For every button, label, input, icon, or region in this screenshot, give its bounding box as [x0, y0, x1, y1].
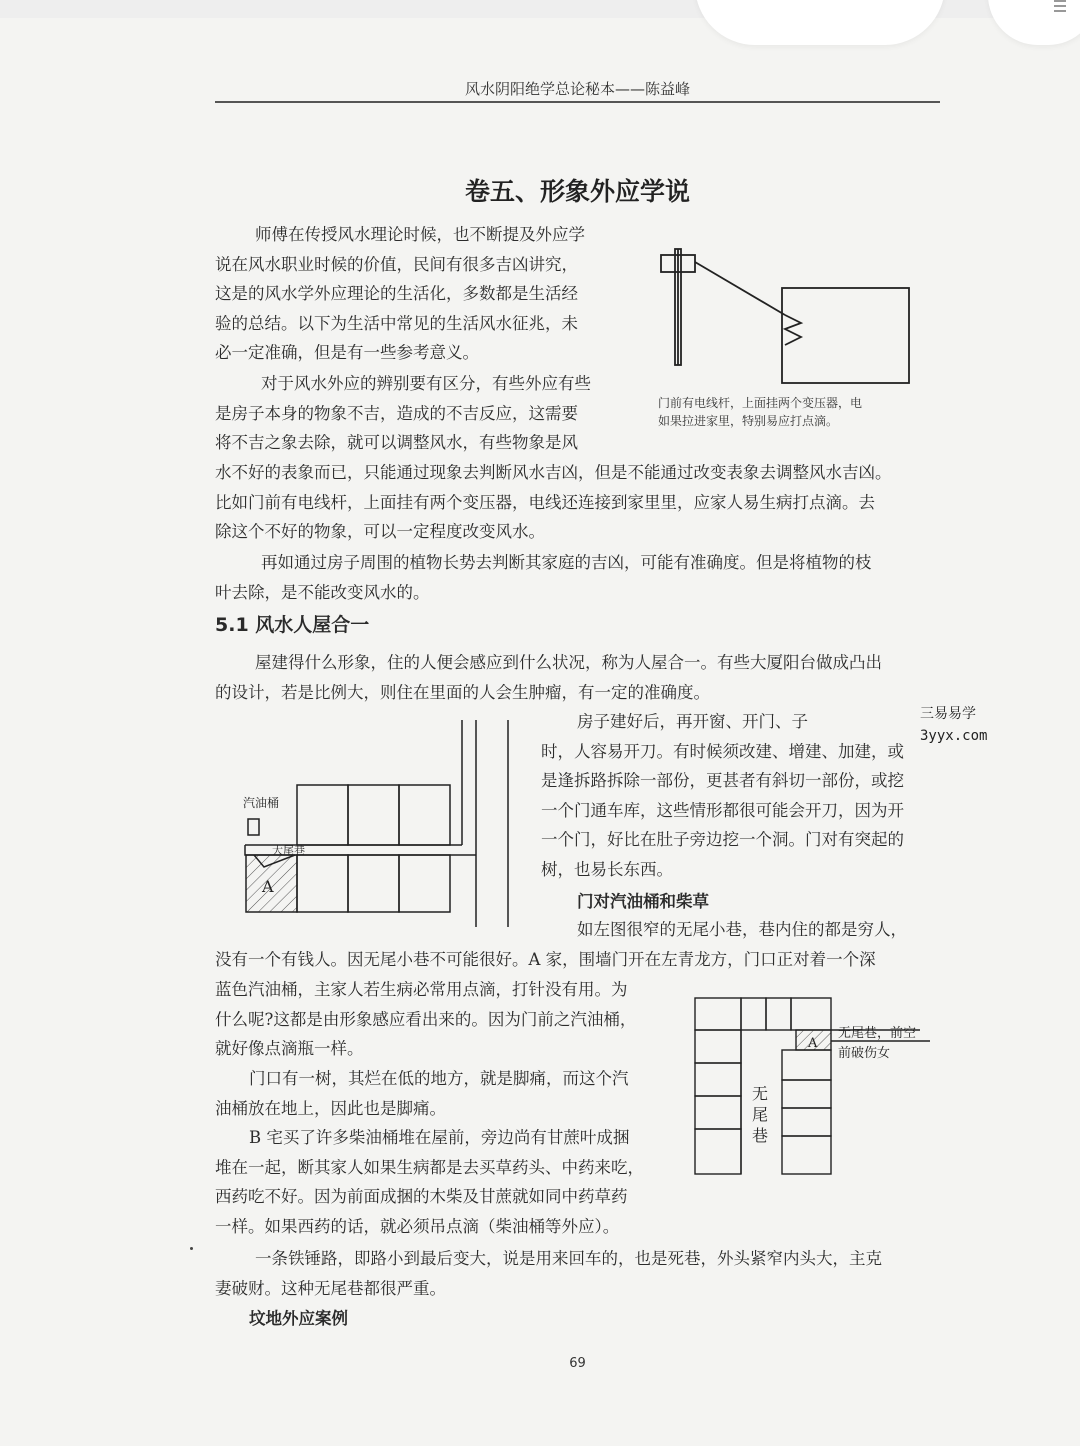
block-shape	[791, 998, 831, 1030]
text-line: 树，也易长东西。	[541, 859, 673, 879]
zigzag-wire	[785, 315, 801, 345]
house-a-label: A	[262, 877, 274, 896]
text-line: 屋建得什么形象，住的人便会感应到什么状况，称为人屋合一。有些大厦阳台做成凸出	[255, 653, 882, 672]
paragraph-8	[215, 1064, 629, 1123]
paragraph-6	[215, 945, 950, 975]
text-line: 油桶放在地上，因此也是脚痛。	[215, 1098, 446, 1118]
paragraph-9	[215, 1123, 644, 1241]
text-line: 水不好的表象而已，只能通过现象去判断风水吉凶，但是不能通过改变表象去调整风水吉凶。	[215, 463, 892, 482]
text-line: 是房子本身的物象不吉，造成的不吉反应，这需要	[215, 403, 578, 423]
block-shape	[782, 1136, 831, 1174]
subheading-grave: 坟地外应案例	[249, 1309, 348, 1328]
block-shape	[348, 785, 399, 845]
text-line: 的设计，若是比例大，则住在里面的人会生肿瘤，有一定的准确度。	[215, 682, 710, 702]
figure-dead-end-alley	[240, 715, 530, 930]
text-line: 妻破财。这种无尾巷都很严重。	[215, 1278, 446, 1298]
subheading-oil-drum: 门对汽油桶和柴草	[577, 892, 709, 911]
text-line: 什么呢?这都是由形象感应看出来的。因为门前之汽油桶，	[215, 1009, 637, 1029]
text-line: 除这个不好的物象，可以一定程度改变风水。	[215, 522, 545, 541]
text-line: 蓝色汽油桶，主家人若生病必常用点滴，打针没有用。为	[215, 980, 628, 999]
text-line: 叶去除，是不能改变风水的。	[215, 582, 430, 602]
block-shape	[782, 1080, 831, 1108]
danger-note: 前破伤女	[838, 1046, 891, 1061]
figure-caption	[658, 394, 908, 430]
section-heading-5-1: 5.1 风水人屋合一	[215, 614, 370, 636]
dead-end-label: 大尾巷	[272, 844, 305, 857]
block-shape	[695, 1063, 741, 1096]
menu-icon[interactable]	[1054, 0, 1066, 15]
text-line: 西药吃不好。因为前面成捆的木柴及甘蔗就如同中药草药	[215, 1187, 628, 1206]
watermark-line: 3yyx.com	[920, 728, 988, 744]
text-line: 将不吉之象去除，就可以调整风水，有些物象是风	[215, 433, 578, 452]
floating-button[interactable]	[988, 0, 1080, 45]
block-shape	[399, 785, 450, 845]
text-line: 对于风水外应的辨别要有区分，有些外应有些	[261, 374, 591, 393]
paragraph-10	[215, 1244, 950, 1303]
block-shape	[297, 785, 348, 845]
block-shape	[695, 1096, 741, 1129]
caption-line: 如果拉进家里，特别易应打点滴。	[658, 414, 839, 428]
floating-panel[interactable]	[695, 0, 945, 45]
caption-line: 门前有电线杆，上面挂两个变压器，电	[658, 396, 863, 410]
alley-label: 巷	[752, 1126, 769, 1145]
oil-drum-shape	[248, 819, 259, 835]
watermark-line: 三易易学	[920, 706, 976, 722]
text-line: 一样。如果西药的话，就必须吊点滴（柴油桶等外应）。	[215, 1216, 620, 1236]
paragraph-6-first: 如左图很窄的无尾小巷，巷内住的都是穷人，	[577, 920, 907, 939]
paragraph-5	[541, 707, 904, 884]
text-line: 房子建好后，再开窗、开门、子	[577, 712, 808, 731]
site-watermark	[920, 703, 987, 747]
text-line: 比如门前有电线杆，上面挂有两个变压器，电线还连接到家里里，应家人易生病打点滴。去	[215, 492, 875, 512]
text-line: 验的总结。以下为生活中常见的生活风水征兆，未	[215, 313, 578, 333]
house-shape	[782, 288, 909, 383]
paragraph-3	[215, 548, 950, 607]
text-line: 一个门通车库，这些情形都很可能会开刀，因为开	[541, 800, 904, 820]
text-line: 堆在一起，断其家人如果生病都是去买草药头、中药来吃，	[215, 1157, 644, 1177]
text-line: 一个门，好比在肚子旁边挖一个洞。门对有突起的	[541, 830, 904, 849]
text-line: 这是的风水学外应理论的生活化，多数都是生活经	[215, 284, 578, 303]
house-a-label: A	[808, 1036, 818, 1051]
block-shape	[782, 1108, 831, 1136]
text-line: 时，人容易开刀。有时候须改建、增建、加建，或	[541, 741, 904, 761]
figure-alley-plan	[690, 995, 940, 1180]
dead-end-note: 无尾巷，前空	[838, 1026, 917, 1041]
text-line: 必一定准确，但是有一些参考意义。	[215, 343, 479, 362]
paragraph-1	[215, 220, 585, 368]
block-shape	[348, 855, 399, 912]
header-rule	[215, 101, 940, 103]
block-shape	[741, 998, 766, 1030]
stray-dot	[190, 1247, 193, 1250]
paragraph-2	[215, 369, 591, 458]
text-line: B 宅买了许多柴油桶堆在屋前，旁边尚有甘蔗叶成捆	[249, 1128, 630, 1147]
block-shape	[297, 855, 348, 912]
page-number: 69	[569, 1356, 586, 1371]
block-shape	[695, 1129, 741, 1174]
text-line: 没有一个有钱人。因无尾小巷不可能很好。A 家，围墙门开在左青龙方，门口正对着一个深	[215, 950, 876, 969]
paragraph-7	[215, 975, 636, 1064]
text-line: 说在风水职业时候的价值，民间有很多吉凶讲究，	[215, 254, 578, 274]
text-line: 是逢拆路拆除一部份，更甚者有斜切一部份，或挖	[541, 771, 904, 790]
text-line: 门口有一树，其烂在低的地方，就是脚痛，而这个汽	[249, 1069, 629, 1088]
text-line: 一条铁锤路，即路小到最后变大，说是用来回车的，也是死巷，外头紧窄内头大，主克	[255, 1249, 882, 1268]
block-shape	[399, 855, 450, 912]
chapter-title: 卷五、形象外应学说	[464, 177, 690, 206]
alley-label: 尾	[752, 1105, 769, 1124]
text-line: 就好像点滴瓶一样。	[215, 1039, 364, 1058]
text-line: 师傅在传授风水理论时候，也不断提及外应学	[255, 225, 585, 244]
text-line: 再如通过房子周围的植物长势去判断其家庭的吉凶，可能有准确度。但是将植物的枝	[261, 553, 872, 572]
block-shape	[695, 998, 741, 1030]
block-shape	[766, 998, 791, 1030]
figure-power-pole	[655, 245, 915, 390]
block-shape	[782, 1050, 831, 1080]
oil-drum-label: 汽油桶	[243, 796, 280, 810]
block-shape	[695, 1030, 741, 1063]
paragraph-2-continued	[215, 458, 950, 547]
paragraph-4	[215, 648, 950, 707]
alley-label: 无	[752, 1084, 769, 1103]
power-line	[695, 262, 785, 315]
running-header: 风水阴阳绝学总论秘本——陈益峰	[464, 80, 690, 98]
